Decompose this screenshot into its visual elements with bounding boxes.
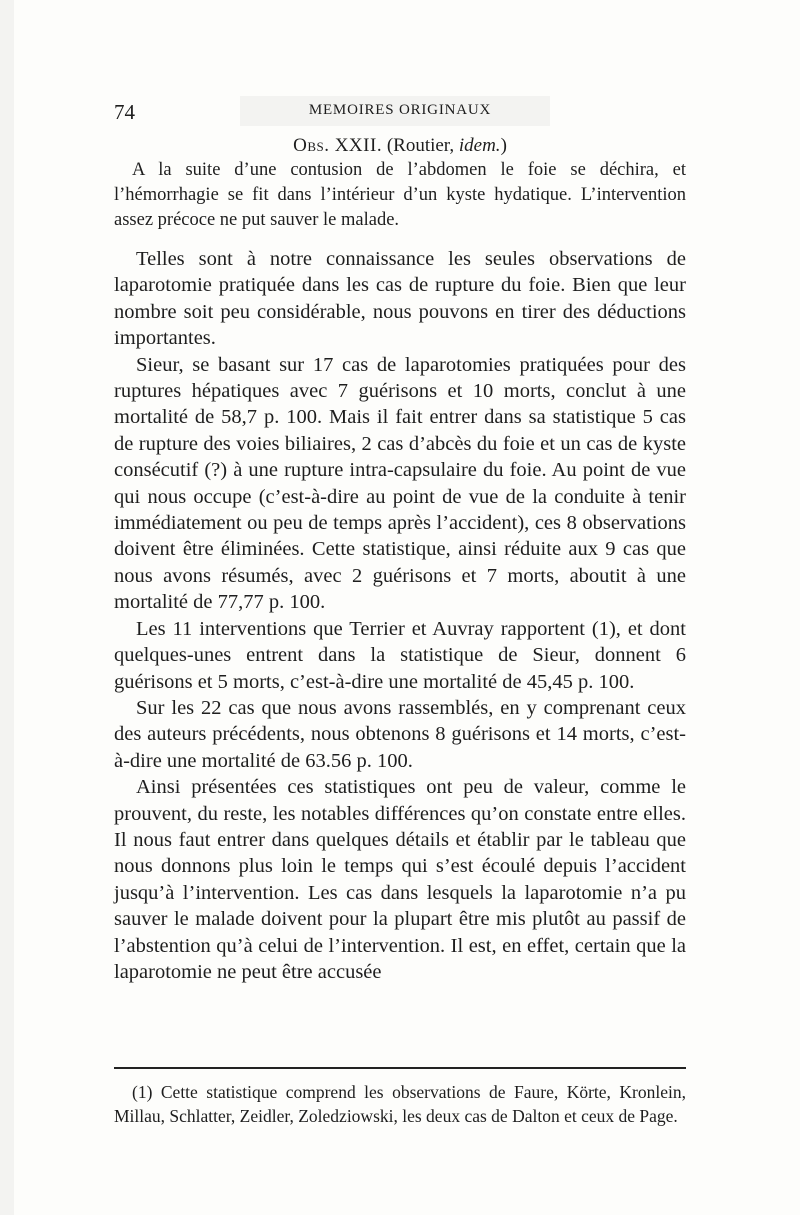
footnote: (1) Cette statistique comprend les observations de Faure, Körte, Kronlein, Millau, Schlatter, Zeidler, Zoledziowski, les deux cas de Dalton et ceux de Page. [114,1082,686,1126]
page-number: 74 [114,100,135,124]
paragraph-conclusion: Telles sont à notre connaissance les seules observations de laparotomie pratiquée dans les cas de rupture du foie. Bien que leur nombre soit peu considérable, nous pouvons en tirer des déductions importantes. [114,248,686,350]
main-text [114,246,686,985]
margin-shadow [0,0,14,1215]
citation-idem: idem. [458,135,501,156]
paragraph-terrier-auvray: Les 11 interventions que Terrier et Auvray rapportent (1), et dont quelques-unes entrent dans la statistique de Sieur, donnent 6 guérisons et 5 morts, c’est-à-dire une mortalité de 45,45 p. 100. [114,617,686,693]
citation-close: ) [500,135,507,156]
running-title: MEMOIRES ORIGINAUX [308,102,492,118]
paragraph-statistics-value: Ainsi présentées ces statistiques ont peu de valeur, comme le prouvent, du reste, les notables différences qu’on constate entre elles. Il nous faut entrer dans quelques détails et établir par le tableau que nous donnons plus loin le temps qui s’est écoulé depuis l’accident jusqu’à l’intervention. Les cas dans lesquels la laparotomie n’a pu sauver le malade doivent pour la plupart être mis plutôt au passif de l’abstention qu’à celui de l’intervention. Il est, en effet, certain que la laparotomie ne peut être accusée [114,776,686,983]
paragraph-own-cases: Sur les 22 cas que nous avons rassemblés, en y comprenant ceux des auteurs précédents, nous obtenons 8 guérisons et 14 morts, c’est-à-dire une mortalité de 63.56 p. 100. [114,696,686,772]
citation-open: (Routier, [386,135,459,156]
observation-heading [114,133,686,158]
observation-label: Obs. XXII. [293,135,383,156]
show-through-smudge [240,96,550,126]
observation-text: A la suite d’une contusion de l’abdomen le foie se déchira, et l’hémorrhagie se fit dans l’intérieur d’un kyste hydatique. L’intervention assez précoce ne put sauver le malade. [114,160,686,230]
footnote-rule [114,1067,686,1069]
paragraph-sieur: Sieur, se basant sur 17 cas de laparotomies pratiquées pour des ruptures hépatiques avec 7 guérisons et 10 morts, conclut à une mortalité de 58,7 p. 100. Mais il fait entrer dans sa statistique 5 cas de rupture des voies biliaires, 2 cas d’abcès du foie et un cas de kyste consécutif (?) à une rupture intra-capsulaire du foie. Au point de vue qui nous occupe (c’est-à-dire au point de vue de la conduite à tenir immédiatement ou peu de temps après l’accident), ces 8 observations doivent être éliminées. Cette statistique, ainsi réduite aux 9 cas que nous avons résumés, avec 2 guérisons et 7 morts, aboutit à une mortalité de 77,77 p. 100. [114,353,686,614]
